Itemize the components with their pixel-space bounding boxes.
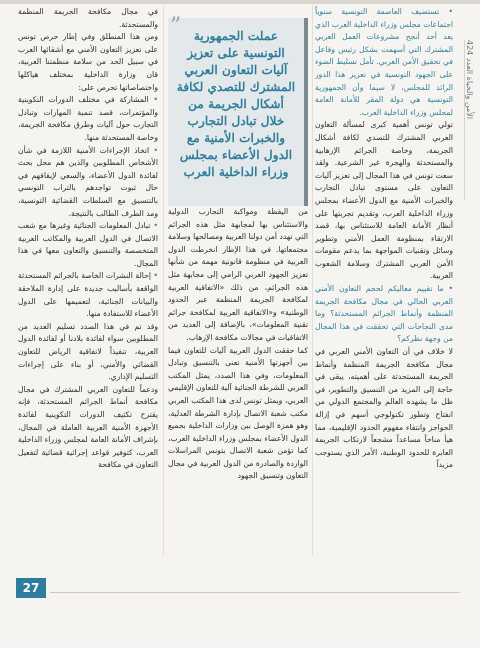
column-middle <box>168 206 308 554</box>
paragraph: في مجال مكافحة الجريمة المنظمة والمستحدثة. <box>18 7 158 29</box>
bullet-item: • إحالة النشرات الخاصة بالجرائم المستحدثة الواقعة بأساليب جديدة على إدارة الملاحقة والبيانات الجنائية، لتعميمها على الدول الأعضاء للاستفادة منها. <box>18 270 158 320</box>
bullet-item: • تبادل المعلومات الجنائية وغيرها مع شعب الاتصال في الدول العربية والمكاتب العربية المتخصصة والتنسيق والتعاون معها في هذا المجال. <box>18 220 158 270</box>
column-left <box>18 6 158 554</box>
footer-rule <box>50 592 460 593</box>
quote-mark-icon: ” <box>170 14 182 39</box>
paragraph-question: • ما تقييم معاليكم لحجم التعاون الأمني العربي الحالي في مجال مكافحة الجريمة المنظمة وأنماط الجرائم المستحدثة؟ وما مدى النجاحات التي تحققت في هذا المجال من وجهة نظركم؟ <box>315 283 453 346</box>
paragraph: لا خلاف في أن التعاون الأمني العربي في مجال مكافحة الجريمة المنظمة وأنماط الجريمة المستحدثة على أهميته، يبقى في حاجة إلى المزيد من التنسيق والتطوير، في ظل ما يشهده العالم والمجتمع الدولي من انفتاح وتطور تكنولوجي أسهم في إزالة الحواجز وانتفاء مفهوم الحدود الإقليمية، مما هيأ مناخاً مساعداً مشجعاً لارتكاب الجريمة العابرة للحدود الوطنية، الأمر الذي يستوجب مزيداً <box>315 347 453 470</box>
side-header <box>456 40 476 200</box>
top-strip <box>0 0 480 4</box>
paragraph: تولي تونس أهمية كبرى لمسألة التعاون العربي المشترك للتصدي لكافة أشكال الجريمة، وخاصة الجرائم الإرهابية والمستحدثة والهجرة غير الشرعية. ولقد سعت تونس في هذا المجال إلى تعزيز آليات التعاون على مستوى تبادل التجارب والخبرات الأمنية مع الدول الأعضاء بمجلس وزراء الداخلية العرب، وتقديم تجربتها على أنظار الأمانة العامة للاستئناس بها، قصد الارتقاء بمنظومة العمل الأمني وتطوير وسائل وتقنيات المواجهة بما يدعم مقومات الأمن العربي المشترك وسلامة الشعوب العربية. <box>315 120 453 281</box>
bullet-item: • اتخاذ الإجراءات الأمنية اللازمة في شأن الأشخاص المطلوبين والذين هم محل بحث لفائدة الدول الأعضاء، والسعي لإيقافهم في حال ثبوت تواجدهم بالتراب التونسي بالتنسيق مع السلطات القضائية التونسية، ومد الطرف الطالب بالنتيجة. <box>18 145 158 221</box>
column-separator-left <box>163 6 164 556</box>
page-number: 27 <box>16 578 46 598</box>
pull-quote-text: عملت الجمهورية التونسية على تعزيز آليات التعاون العربي المشترك للتصدي لكافة أشكال الجريمة من خلال تبادل التجارب والخبرات الأمنية مع الدول الأعضاء بمجلس وزراء الداخلية العرب <box>176 29 296 179</box>
pull-quote <box>168 14 308 206</box>
paragraph-intro-question: • تستضيف العاصمة التونسية سنوياً اجتماعات مجلس وزراء الداخلية العرب الذي يعد أحد أنجح مشروعات العمل العربي المشترك التي أسهمت بشكل رئيس وفاعل في تحقيق الأمن العربي. تأمل تسليط الضوء على الجهود التونسية في تعزيز هذا الدور الرائد للمجلس، لا سيما وأن الجمهورية التونسية هي دولة المقر للأمانة العامة لمجلس وزراء الداخلية العرب. <box>315 6 453 119</box>
paragraph: كما حققت الدول العربية آليات للتعاون فيما بين أجهزتها الأمنية تعنى بالتنسيق وتبادل المعلومات، وفي هذا الصدد، يمثل المكتب العربي للشرطة الجنائية آلية للتعاون الإقليمي العربي، ويمثل تونس لدى هذا المكتب العربي مكتب شعبة الاتصال بإدارة الشرطة العدلية، وهو همزة الوصل بين وزارات الداخلية بجميع الدول الأعضاء بمجلس وزراء الداخلية العرب، كما تؤمن شعبة الاتصال بتونس المراسلات الواردة والصادرة من الدول العربية في مجال التعاون وتنسيق الجهود <box>168 345 308 481</box>
side-label: الأمن والحياة العدد 424 <box>465 40 474 120</box>
paragraph: ومن هذا المنطلق وفي إطار حرص تونس على تعزيز التعاون الأمني مع أشقائها العرب في سبيل الحد من سلامة منظمتنا العربية، قان وزارة الداخلية بمختلف هياكلها واختصاصاتها تحرص على: <box>18 32 158 92</box>
bullet-item: • المشاركة في مختلف الدورات التكوينية والمؤتمرات، قصد تنمية المهارات وتبادل التجارب حول آليات وطرق مكافحة الجريمة، وخاصة المستحدثة منها. <box>18 94 158 144</box>
column-separator-right <box>312 6 313 556</box>
paragraph: ودعماً للتعاون العربي المشترك في مجال مكافحة أنماط الجرائم المستحدثة، فإنه يقترح تكثيف الدورات التكوينية لفائدة الأجهزة الأمنية العربية العاملة في المجال، بإشراف الأمانة العامة لمجلس وزراء الداخلية العرب، كتوفير قواعد إجرائية قضائية لتفعيل التعاون في مكافحة <box>18 384 158 470</box>
paragraph: وقد تم في هذا الصدد تسليم العديد من المطلوبين سواء لفائدة بلادنا أو لفائدة الدول العربية، تنفيذاً لاتفاقية الرياض للتعاون القضائي والأمني، أو بناء على إجراءات التسليم الإداري. <box>18 321 158 382</box>
paragraph: من اليقظة ومواكبة التجارب الدولية والاستئناس بها لمجابهة مثل هذه الجرائم التي تهدد أمن دولنا العربية ومصالحها وسلامة مجتمعاتها. في هذا الإطار انخرطت الدول العربية في منظومة قانونية مهمة من شأنها تعزيز الجهود العربي الرامي إلى مجابهة مثل هذه الجرائم، من ذلك «الاتفاقية العربية لمكافحة الجريمة المنظمة عبر الحدود الوطنية» و«الاتفاقية العربية لمكافحة جرائم تقنية المعلومات»، بالإضافة إلى العديد من الاتفاقيات في مجالات مكافحة الإرهاب. <box>168 207 308 342</box>
column-right <box>315 6 453 554</box>
